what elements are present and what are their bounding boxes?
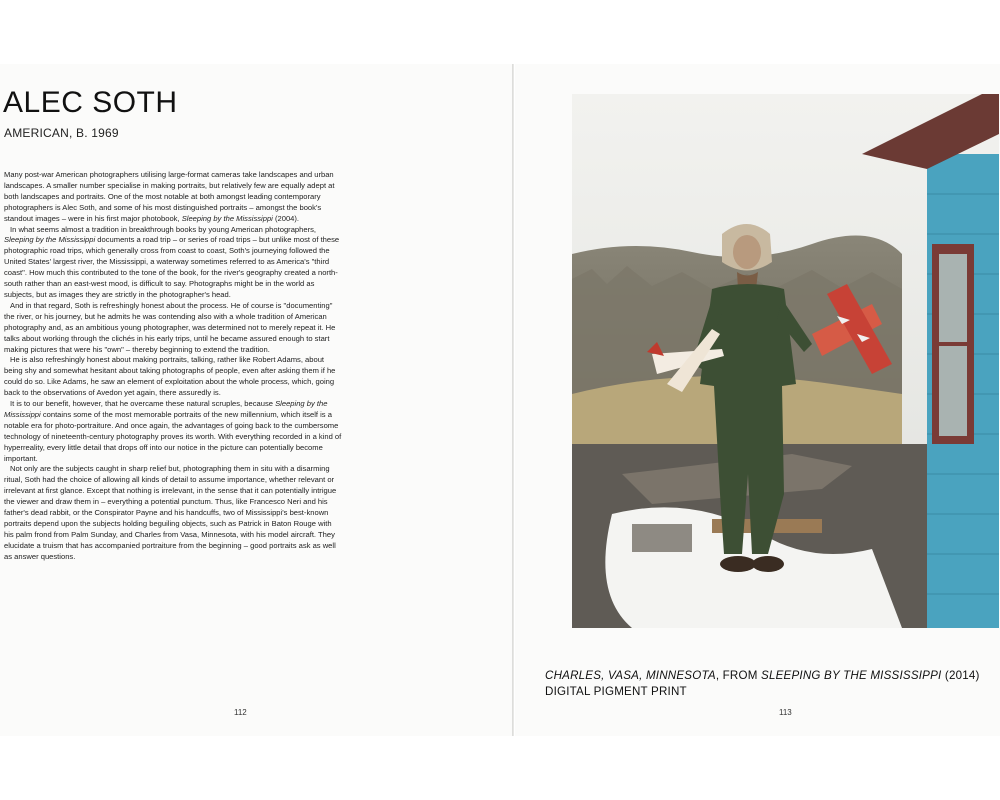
- paragraph-text: Not only are the subjects caught in sharp relief but, photographing them in situ with a disarming ritual, Soth had the choice of allowing all kinds of detail to assume importance, whether relevant or irrelevant at first glance. Except that nothing is irrelevant, in the sense that it can potentially intrigue the viewer and draw them in – everything a potential punctum. Thus, like Francesco Neri and his father's dead rabbit, or the Conspirator Payne and his handcuffs, two of Mississippi's best-known portraits depend upon the subjects holding beguiling objects, such as Patrick in Baton Rouge with his palm frond from Palm Sunday, and Charles from Vasa, Minnesota, with his model aircraft. They elucidate a truism that has accompanied portraiture from the beginning – good portraits ask as well as answer questions.: [4, 464, 337, 561]
- caption-title: CHARLES, VASA, MINNESOTA: [545, 669, 716, 682]
- essay-body-text: [4, 170, 342, 563]
- paragraph-text: He is also refreshingly honest about making portraits, talking, rather like Robert Adams, about being shy and somewhat hesitant about taking photographs of people, even after asking them if he could do so. Like Adams, he saw an element of exploitation about the whole process, which, going back to the observations of Avedon yet again, there assuredly is.: [4, 355, 336, 398]
- essay-paragraph: [4, 225, 342, 301]
- paragraph-text: In what seems almost a tradition in breakthrough books by young American photographers,: [10, 224, 317, 234]
- paragraph-text: (2004).: [272, 213, 300, 223]
- page-number-left: 112: [234, 708, 247, 717]
- page-number-right: 113: [779, 708, 792, 717]
- paragraph-text: And in that regard, Soth is refreshingly honest about the process. He of course is "documenting" the river, or his journey, but he admits he was contending also with a whole tradition of American photography and, as an ambitious young photographer, was determined not to merely repeat it. He talks about working through the clichés in his early trips, until he became assured enough to start making pictures that were his "own" – thereby beginning to extend the tradition.: [4, 300, 336, 354]
- photograph-charles-vasa-minnesota: [572, 94, 999, 628]
- book-title-italic: Sleeping by the Mississippi: [181, 213, 273, 223]
- essay-paragraph: [4, 301, 342, 356]
- paragraph-text: It is to our benefit, however, that he overcame these natural scruples, because: [10, 399, 276, 409]
- essay-paragraph: [4, 399, 342, 464]
- photo-cinder-block: [632, 524, 692, 552]
- caption-book-title: SLEEPING BY THE MISSISSIPPI: [761, 669, 942, 682]
- essay-paragraph: [4, 464, 342, 562]
- book-title-italic: Sleeping by the Mississippi: [4, 235, 96, 245]
- photo-caption: [545, 668, 995, 700]
- paragraph-text: documents a road trip – or series of road trips – but unlike most of these photographic road trips, which generally cross from coast to coast, Soth's journeying followed the United States' largest river, the Mississippi, a waterway sometimes referred to as America's "third coast". How much this contributed to the tone of the book, for the river's geography created a north-south rather than an east-west mood, is difficult to say. Photographs might be in the world as subjects, but as images they are strictly in the photographer's head.: [4, 235, 340, 299]
- essay-paragraph: [4, 170, 342, 225]
- page-title: ALEC SOTH: [3, 86, 178, 119]
- caption-from: , FROM: [715, 669, 762, 682]
- artist-nationality-birth: AMERICAN, B. 1969: [4, 126, 119, 140]
- book-gutter: [512, 64, 514, 736]
- book-title-italic: Sleeping by the Mississippi: [4, 399, 328, 419]
- caption-title-line: [545, 668, 995, 684]
- caption-medium: DIGITAL PIGMENT PRINT: [545, 685, 687, 698]
- paragraph-text: Many post-war American photographers utilising large-format cameras take landscapes and urban landscapes. A smaller number specialise in making portraits, but relatively few are equally adept at both landscapes and portraits. One of the most notable at both amongst leading contemporary photographers is Alec Soth, and some of his most distinguished portraits – amongst the book's standout images – were in his first major photobook,: [4, 170, 335, 223]
- paragraph-text: contains some of the most memorable portraits of the new millennium, which itself is a notable era for photo-portraiture. And once again, the advantages of going back to the cumbersome technology of nineteenth-century photography proves its worth. With everything recorded in a kind of hyperreality, every little detail that drops off into our notice in the picture can potentially become important.: [4, 409, 342, 463]
- caption-year: (2014): [941, 669, 980, 682]
- essay-paragraph: [4, 355, 342, 399]
